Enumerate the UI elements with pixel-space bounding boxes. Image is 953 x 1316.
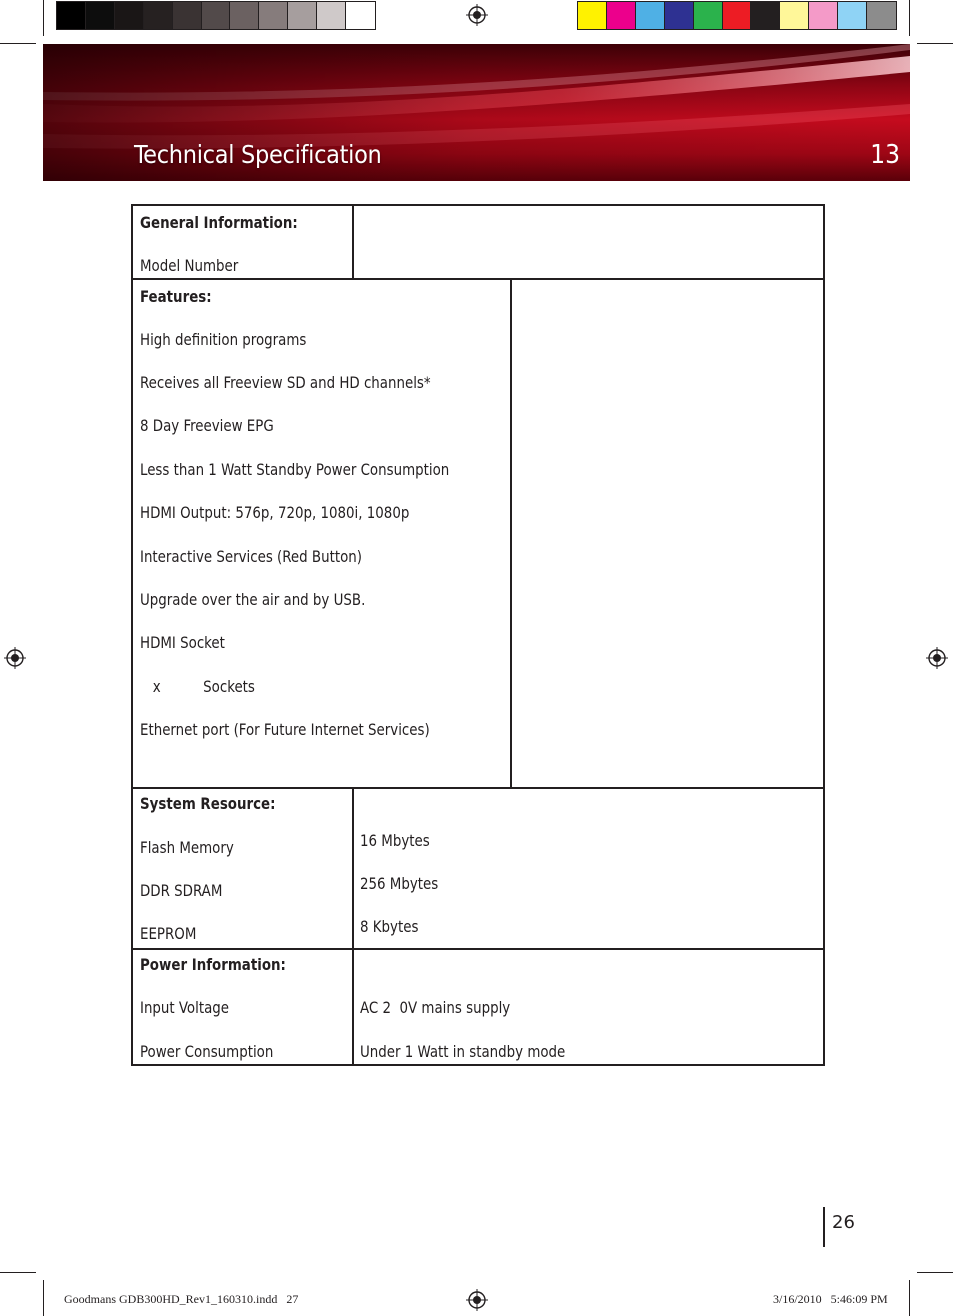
table-divider: [352, 206, 354, 280]
registration-target-icon: [926, 647, 948, 669]
color-swatch: [288, 2, 317, 29]
color-swatch: [607, 2, 636, 29]
color-swatch: [202, 2, 231, 29]
print-timestamp: 3/16/2010 5:46:09 PM: [773, 1292, 888, 1306]
color-swatch: [578, 2, 607, 29]
registration-target-icon: [466, 4, 488, 26]
table-divider: [133, 278, 823, 280]
power-row-value: AC 2 0V mains supply: [360, 998, 511, 1017]
color-swatch: [144, 2, 173, 29]
system-row-label: EEPROM: [140, 924, 197, 943]
crop-mark: [43, 1280, 44, 1316]
power-row-label: Power Consumption: [140, 1042, 274, 1061]
page-number-rule: [823, 1207, 825, 1247]
feature-item: Upgrade over the air and by USB.: [140, 590, 366, 609]
page-number: 26: [832, 1212, 855, 1233]
crop-mark: [0, 43, 36, 44]
table-divider: [133, 948, 823, 950]
color-swatch: [57, 2, 86, 29]
crop-mark: [909, 1280, 910, 1316]
table-divider: [352, 789, 354, 1066]
section-heading-system: System Resource:: [140, 794, 276, 813]
system-row-label: DDR SDRAM: [140, 881, 223, 900]
table-divider: [510, 280, 512, 789]
crop-mark: [909, 0, 910, 36]
crop-mark: [917, 43, 953, 44]
crop-mark: [43, 0, 44, 36]
registration-target-icon: [466, 1289, 488, 1311]
spec-table: [131, 204, 825, 1066]
model-number-label: Model Number: [140, 256, 239, 275]
color-swatch: [230, 2, 259, 29]
power-row-value: Under 1 Watt in standby mode: [360, 1042, 566, 1061]
color-swatch: [751, 2, 780, 29]
chapter-number: 13: [870, 140, 900, 170]
color-swatch: [867, 2, 896, 29]
page-title: Technical Specification: [134, 140, 382, 169]
color-swatch: [115, 2, 144, 29]
color-swatch: [694, 2, 723, 29]
feature-item: Interactive Services (Red Button): [140, 547, 362, 566]
crop-mark: [917, 1272, 953, 1273]
file-slug: Goodmans GDB300HD_Rev1_160310.indd 27: [64, 1292, 299, 1306]
system-row-value: 256 Mbytes: [360, 874, 439, 893]
color-swatch: [173, 2, 202, 29]
table-divider: [133, 787, 823, 789]
system-row-value: 16 Mbytes: [360, 831, 430, 850]
feature-item: x Sockets: [140, 677, 255, 696]
feature-item: High definition programs: [140, 330, 307, 349]
section-heading-power: Power Information:: [140, 955, 286, 974]
feature-item: HDMI Output: 576p, 720p, 1080i, 1080p: [140, 503, 410, 522]
color-swatch: [636, 2, 665, 29]
color-swatch: [665, 2, 694, 29]
crop-mark: [0, 1272, 36, 1273]
color-swatch: [838, 2, 867, 29]
feature-item: Less than 1 Watt Standby Power Consumption: [140, 460, 450, 479]
system-row-value: 8 Kbytes: [360, 917, 419, 936]
grayscale-color-bar: [56, 1, 376, 30]
feature-item: Receives all Freeview SD and HD channels*: [140, 373, 431, 392]
power-row-label: Input Voltage: [140, 998, 230, 1017]
color-swatch: [259, 2, 288, 29]
feature-item: HDMI Socket: [140, 633, 225, 652]
section-heading-features: Features:: [140, 287, 212, 306]
registration-target-icon: [4, 647, 26, 669]
color-swatch: [346, 2, 375, 29]
color-swatch: [317, 2, 346, 29]
feature-item: 8 Day Freeview EPG: [140, 416, 274, 435]
color-swatch: [809, 2, 838, 29]
color-swatch: [86, 2, 115, 29]
feature-item: Ethernet port (For Future Internet Services): [140, 720, 430, 739]
process-color-bar: [577, 1, 897, 30]
section-heading-general: General Information:: [140, 213, 298, 232]
color-swatch: [723, 2, 752, 29]
system-row-label: Flash Memory: [140, 838, 234, 857]
color-swatch: [780, 2, 809, 29]
header-banner: [43, 44, 910, 181]
